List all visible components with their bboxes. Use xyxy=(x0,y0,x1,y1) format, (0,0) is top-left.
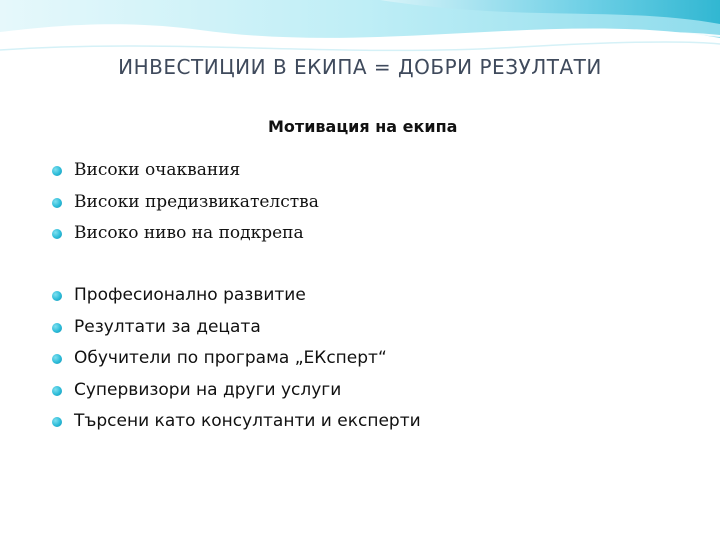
bullet-icon xyxy=(52,291,62,301)
list-item-text: Супервизори на други услуги xyxy=(74,379,342,400)
bullet-list-results xyxy=(52,280,421,438)
bullet-list-expectations xyxy=(52,155,319,250)
decorative-wave xyxy=(0,0,720,60)
list-item xyxy=(52,155,319,187)
list-item-text: Професионално развитие xyxy=(74,285,306,305)
bullet-icon xyxy=(52,417,62,427)
slide-subtitle: Мотивация на екипа xyxy=(268,117,458,136)
bullet-icon xyxy=(52,323,62,333)
list-item-text: Търсени като консултанти и експерти xyxy=(74,411,421,431)
bullet-icon xyxy=(52,354,62,364)
list-item-text: Високи предизвикателства xyxy=(74,191,319,212)
bullet-icon xyxy=(52,198,62,208)
list-item-text: Обучители по програма „ЕКсперт“ xyxy=(74,348,387,368)
bullet-icon xyxy=(52,229,62,239)
list-item xyxy=(52,343,421,375)
slide-title: ИНВЕСТИЦИИ В ЕКИПА = ДОБРИ РЕЗУЛТАТИ xyxy=(118,55,602,79)
list-item xyxy=(52,218,319,250)
list-item xyxy=(52,375,421,407)
list-item xyxy=(52,312,421,344)
list-item-text: Резултати за децата xyxy=(74,316,261,337)
list-item-text: Високи очаквания xyxy=(74,160,241,180)
list-item xyxy=(52,187,319,219)
list-item xyxy=(52,406,421,438)
bullet-icon xyxy=(52,386,62,396)
list-item xyxy=(52,280,421,312)
list-item-text: Високо ниво на подкрепа xyxy=(74,223,304,243)
bullet-icon xyxy=(52,166,62,176)
